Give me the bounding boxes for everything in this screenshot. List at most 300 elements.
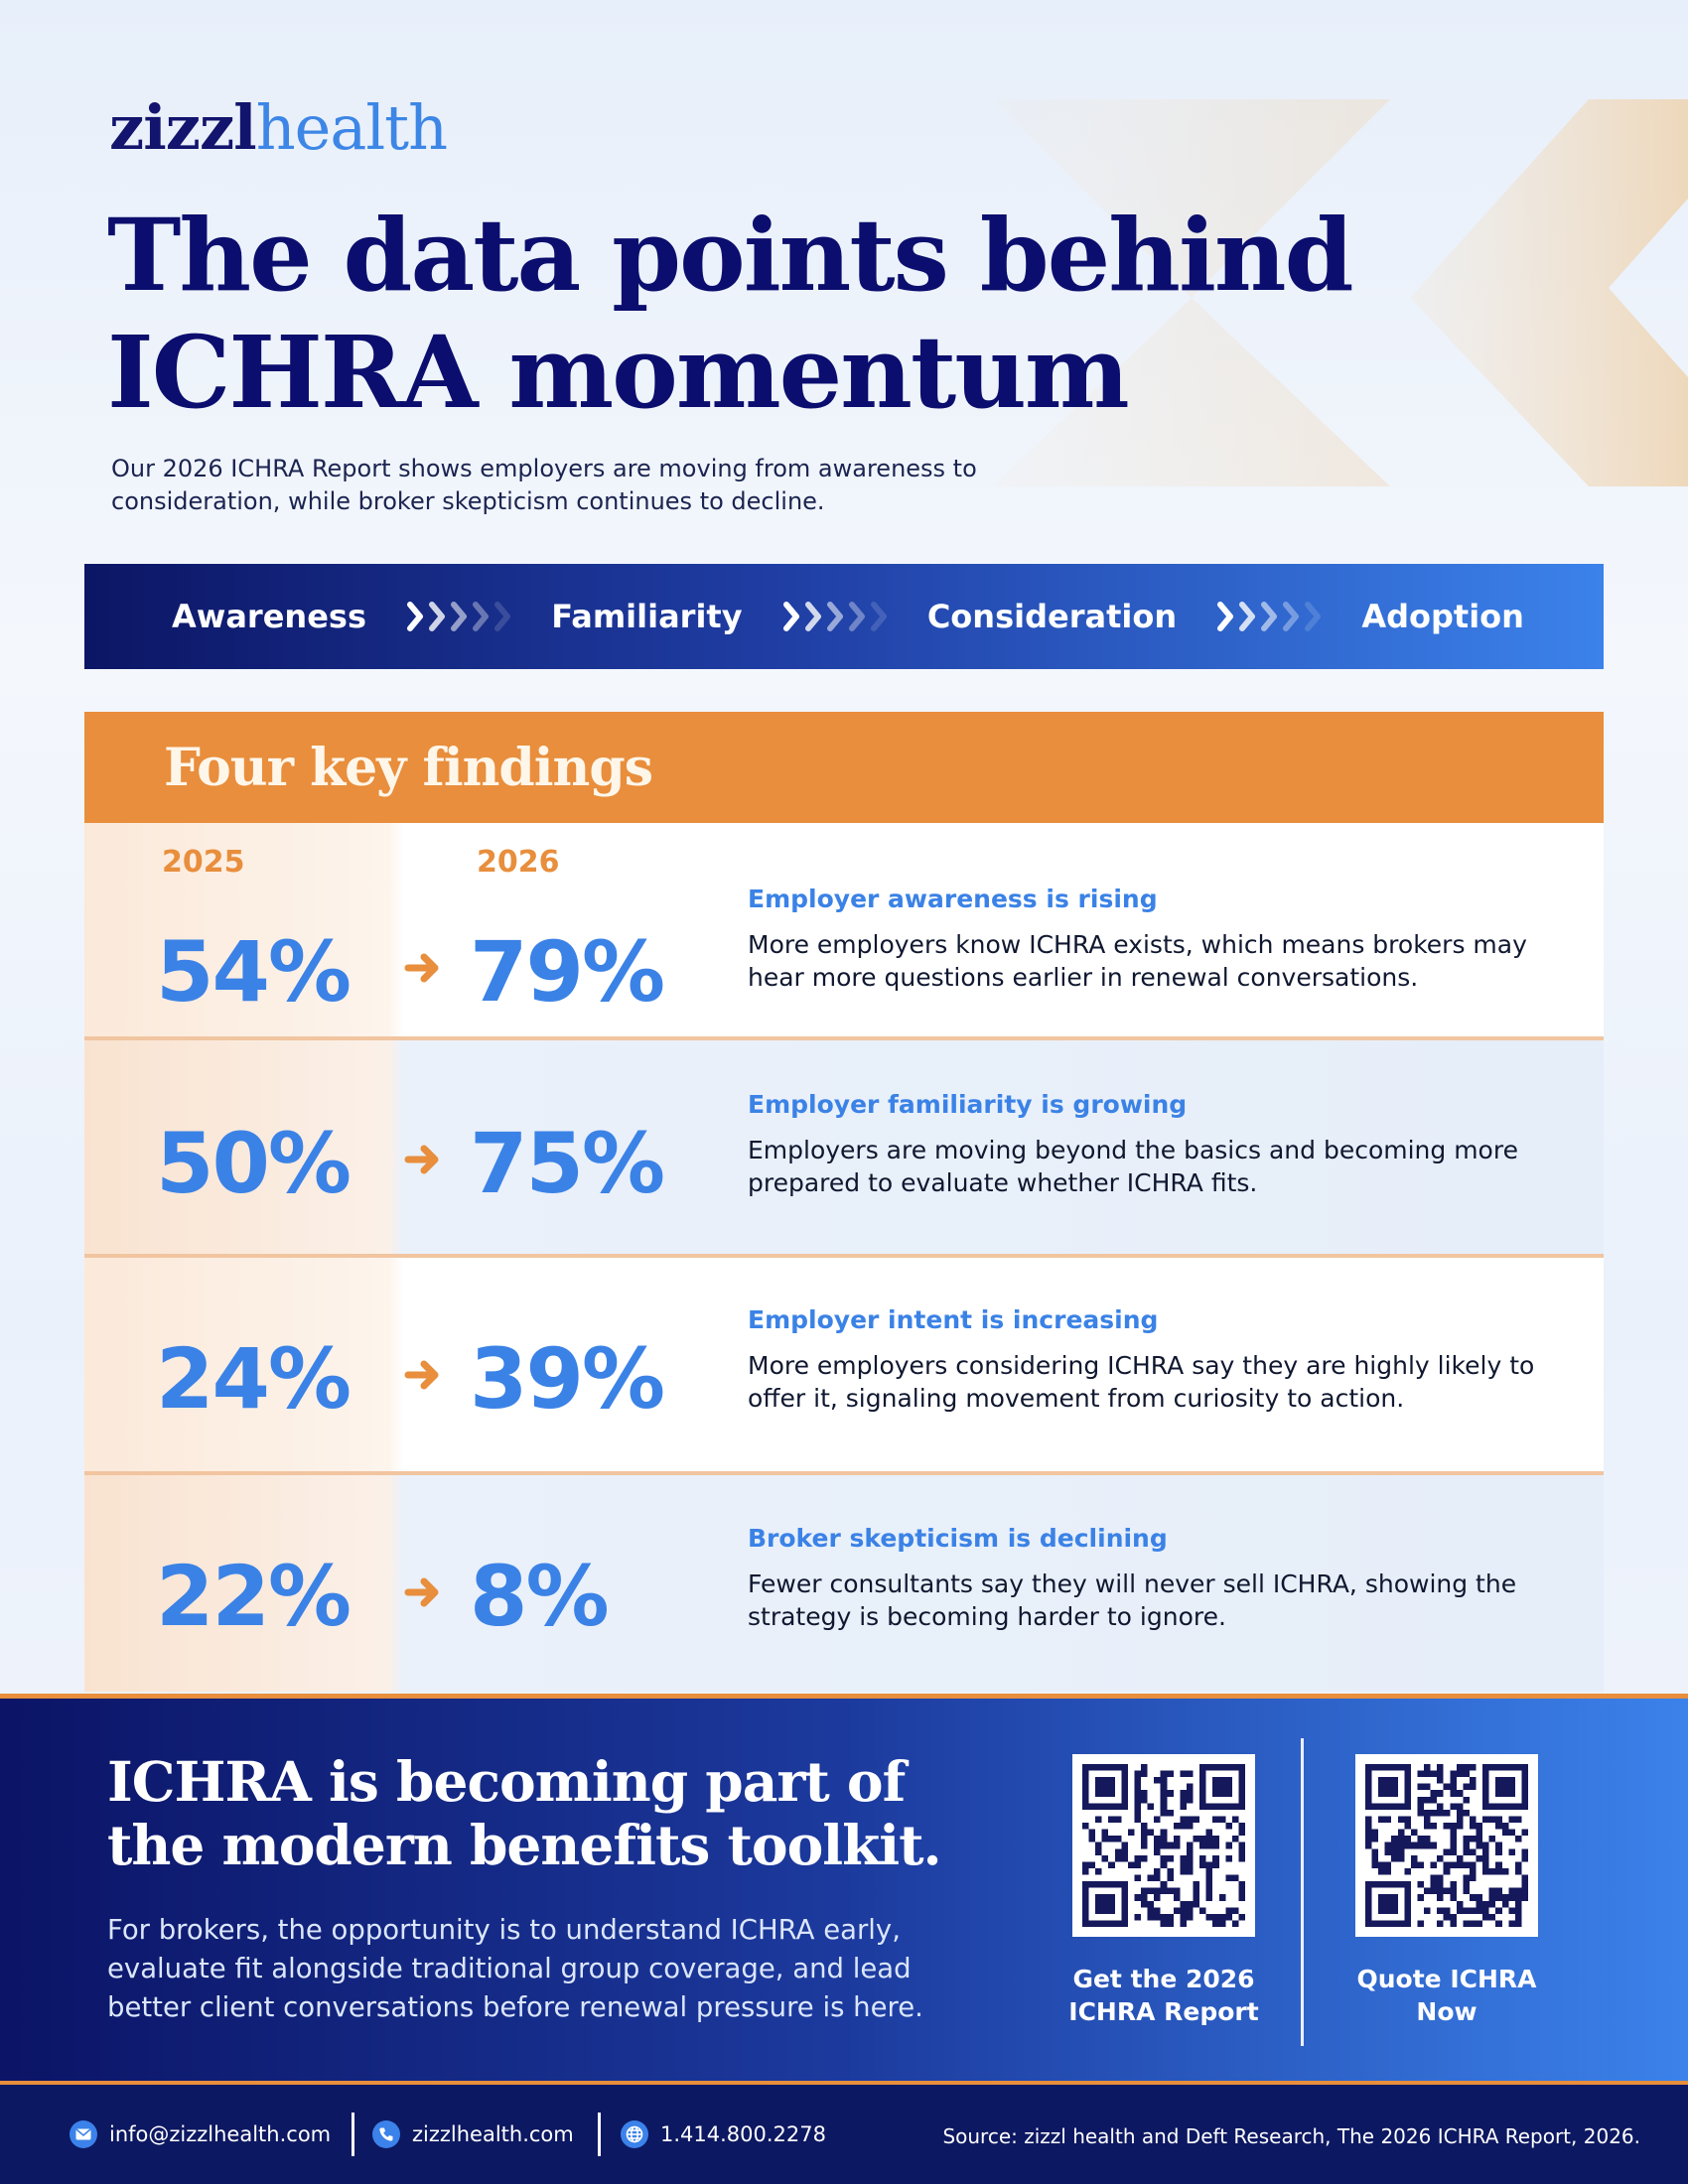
- qr-module: [1219, 1784, 1226, 1791]
- qr-module: [1115, 1848, 1122, 1855]
- phone-link[interactable]: 1.414.800.2278: [660, 2122, 826, 2146]
- qr-module: [1482, 1914, 1489, 1921]
- qr-module: [1391, 1784, 1398, 1791]
- qr-module: [1521, 1777, 1528, 1784]
- qr-module: [1391, 1777, 1398, 1784]
- qr-module: [1495, 1843, 1502, 1849]
- qr-module: [1444, 1848, 1451, 1855]
- finding-title: Employer familiarity is growing: [748, 1090, 1188, 1119]
- qr-module: [1102, 1784, 1109, 1791]
- qr-module: [1411, 1861, 1418, 1868]
- qr-module: [1141, 1843, 1148, 1849]
- qr-module: [1161, 1810, 1168, 1817]
- qr-report-label[interactable]: [1040, 1963, 1288, 2028]
- qr-module: [1385, 1848, 1392, 1855]
- qr-module: [1378, 1816, 1385, 1823]
- qr-module: [1095, 1881, 1102, 1888]
- logo-text-secondary: health: [255, 91, 447, 164]
- qr-module: [1102, 1907, 1109, 1914]
- qr-module: [1095, 1843, 1102, 1849]
- qr-module: [1199, 1843, 1206, 1849]
- qr-module: [1154, 1843, 1161, 1849]
- qr-module: [1508, 1816, 1515, 1823]
- qr-module: [1450, 1771, 1457, 1778]
- qr-module: [1121, 1848, 1128, 1855]
- qr-module: [1508, 1907, 1515, 1914]
- qr-module: [1444, 1914, 1451, 1921]
- qr-module: [1470, 1894, 1477, 1901]
- qr-module: [1417, 1881, 1424, 1888]
- qr-module: [1212, 1777, 1219, 1784]
- cta-title: [107, 1750, 1001, 1877]
- qr-module: [1404, 1803, 1411, 1810]
- qr-module: [1470, 1836, 1477, 1843]
- qr-module: [1450, 1836, 1457, 1843]
- qr-code-quote[interactable]: [1365, 1764, 1528, 1927]
- title-line-1: The data points behind: [107, 197, 1352, 314]
- qr-module: [1199, 1855, 1206, 1862]
- email-link[interactable]: info@zizzlhealth.com: [109, 2122, 332, 2146]
- qr-module: [1187, 1907, 1194, 1914]
- qr-module: [1225, 1784, 1232, 1791]
- qr-module: [1225, 1843, 1232, 1849]
- qr-module: [1391, 1790, 1398, 1797]
- qr-module: [1431, 1875, 1438, 1882]
- qr-module: [1180, 1797, 1187, 1804]
- qr-report-label-line-1[interactable]: Get the 2026: [1072, 1965, 1255, 1993]
- qr-module: [1489, 1764, 1496, 1771]
- finding-row: [84, 823, 1604, 1040]
- qr-module: [1365, 1901, 1372, 1908]
- qr-module: [1450, 1881, 1457, 1888]
- qr-module: [1108, 1816, 1115, 1823]
- qr-module: [1515, 1764, 1522, 1771]
- qr-module: [1102, 1777, 1109, 1784]
- qr-module: [1502, 1803, 1509, 1810]
- qr-module: [1463, 1875, 1470, 1882]
- qr-module: [1489, 1803, 1496, 1810]
- qr-module: [1199, 1797, 1206, 1804]
- qr-module: [1477, 1855, 1483, 1862]
- qr-module: [1108, 1803, 1115, 1810]
- qr-module: [1424, 1764, 1431, 1771]
- qr-module: [1398, 1848, 1405, 1855]
- qr-module: [1372, 1764, 1379, 1771]
- qr-module: [1232, 1920, 1239, 1927]
- qr-module: [1431, 1888, 1438, 1895]
- qr-module: [1489, 1888, 1496, 1895]
- qr-module: [1495, 1888, 1502, 1895]
- qr-module: [1134, 1803, 1141, 1810]
- qr-module: [1108, 1907, 1115, 1914]
- qr-module: [1219, 1764, 1226, 1771]
- qr-module: [1482, 1771, 1489, 1778]
- website-contact[interactable]: [621, 2120, 826, 2148]
- qr-module: [1521, 1830, 1528, 1837]
- qr-module: [1095, 1816, 1102, 1823]
- qr-module: [1232, 1875, 1239, 1882]
- qr-module: [1194, 1894, 1200, 1901]
- qr-module: [1515, 1901, 1522, 1908]
- qr-module: [1502, 1868, 1509, 1875]
- website-link[interactable]: zizzlhealth.com: [412, 2122, 574, 2146]
- qr-module: [1121, 1907, 1128, 1914]
- qr-module: [1398, 1843, 1405, 1849]
- qr-module: [1161, 1855, 1168, 1862]
- stage-awareness: Awareness: [172, 598, 366, 635]
- qr-module: [1482, 1861, 1489, 1868]
- qr-module: [1508, 1848, 1515, 1855]
- qr-module: [1431, 1823, 1438, 1830]
- qr-module: [1365, 1816, 1372, 1823]
- qr-module: [1463, 1784, 1470, 1791]
- qr-module: [1515, 1836, 1522, 1843]
- qr-module: [1121, 1797, 1128, 1804]
- qr-module: [1450, 1830, 1457, 1837]
- qr-module: [1082, 1868, 1089, 1875]
- qr-module: [1167, 1790, 1174, 1797]
- qr-module: [1225, 1855, 1232, 1862]
- qr-module: [1450, 1888, 1457, 1895]
- qr-module: [1521, 1848, 1528, 1855]
- qr-module: [1115, 1881, 1122, 1888]
- qr-module: [1212, 1855, 1219, 1862]
- qr-module: [1489, 1914, 1496, 1921]
- qr-module: [1187, 1823, 1194, 1830]
- stage-consideration: Consideration: [926, 598, 1178, 635]
- qr-module: [1154, 1914, 1161, 1921]
- arrow-right-icon: [404, 1355, 444, 1395]
- qr-module: [1082, 1907, 1089, 1914]
- qr-module: [1219, 1914, 1226, 1921]
- qr-module: [1508, 1777, 1515, 1784]
- qr-module: [1477, 1836, 1483, 1843]
- qr-module: [1225, 1777, 1232, 1784]
- qr-module: [1154, 1868, 1161, 1875]
- qr-module: [1508, 1764, 1515, 1771]
- qr-module: [1167, 1771, 1174, 1778]
- qr-module: [1398, 1830, 1405, 1837]
- qr-module: [1404, 1907, 1411, 1914]
- qr-module: [1495, 1848, 1502, 1855]
- qr-module: [1180, 1914, 1187, 1921]
- qr-module: [1206, 1881, 1213, 1888]
- qr-module: [1121, 1894, 1128, 1901]
- qr-module: [1174, 1836, 1181, 1843]
- qr-module: [1180, 1901, 1187, 1908]
- qr-module: [1180, 1868, 1187, 1875]
- qr-module: [1167, 1920, 1174, 1927]
- title-line-2: ICHRA momentum: [107, 314, 1128, 431]
- qr-module: [1515, 1861, 1522, 1868]
- qr-module: [1444, 1810, 1451, 1817]
- source-citation: Source: zizzl health and Deft Research, The 2026 ICHRA Report, 2026.: [942, 2124, 1640, 2148]
- qr-module: [1115, 1764, 1122, 1771]
- qr-module: [1437, 1790, 1444, 1797]
- qr-module: [1450, 1777, 1457, 1784]
- qr-module: [1212, 1920, 1219, 1927]
- qr-module: [1385, 1790, 1392, 1797]
- stat-to: 39%: [470, 1330, 664, 1428]
- qr-module: [1372, 1803, 1379, 1810]
- qr-module: [1102, 1764, 1109, 1771]
- qr-module: [1082, 1901, 1089, 1908]
- qr-module: [1417, 1861, 1424, 1868]
- qr-module: [1194, 1888, 1200, 1895]
- finding-description: More employers know ICHRA exists, which means brokers may hear more questions earlier in renewal conversations.: [748, 930, 1527, 992]
- qr-module: [1417, 1810, 1424, 1817]
- qr-module: [1161, 1803, 1168, 1810]
- qr-module: [1521, 1803, 1528, 1810]
- qr-module: [1515, 1888, 1522, 1895]
- qr-module: [1477, 1920, 1483, 1927]
- qr-module: [1424, 1823, 1431, 1830]
- qr-module: [1174, 1823, 1181, 1830]
- qr-module: [1161, 1797, 1168, 1804]
- qr-module: [1417, 1784, 1424, 1791]
- qr-module: [1431, 1797, 1438, 1804]
- qr-module: [1365, 1843, 1372, 1849]
- qr-module: [1404, 1868, 1411, 1875]
- qr-module: [1180, 1920, 1187, 1927]
- cta-title-line-2: the modern benefits toolkit.: [107, 1813, 941, 1877]
- qr-module: [1225, 1914, 1232, 1921]
- qr-module: [1082, 1920, 1089, 1927]
- qr-module: [1134, 1790, 1141, 1797]
- qr-module: [1115, 1855, 1122, 1862]
- qr-module: [1089, 1830, 1096, 1837]
- qr-module: [1398, 1764, 1405, 1771]
- findings-header: [84, 712, 1604, 823]
- qr-module: [1404, 1894, 1411, 1901]
- qr-module: [1102, 1836, 1109, 1843]
- qr-module: [1095, 1848, 1102, 1855]
- phone-contact[interactable]: [372, 2120, 574, 2148]
- qr-module: [1398, 1855, 1405, 1862]
- qr-module: [1431, 1771, 1438, 1778]
- qr-module: [1482, 1901, 1489, 1908]
- qr-module: [1482, 1784, 1489, 1791]
- qr-module: [1108, 1790, 1115, 1797]
- qr-module: [1154, 1816, 1161, 1823]
- qr-module: [1521, 1790, 1528, 1797]
- qr-module: [1108, 1784, 1115, 1791]
- qr-module: [1134, 1797, 1141, 1804]
- qr-module: [1121, 1901, 1128, 1908]
- finding-row: [84, 1258, 1604, 1475]
- qr-module: [1174, 1907, 1181, 1914]
- qr-module: [1450, 1843, 1457, 1849]
- qr-module: [1187, 1914, 1194, 1921]
- qr-module: [1437, 1875, 1444, 1882]
- email-contact[interactable]: [70, 2120, 331, 2148]
- brand-logo: [109, 91, 447, 164]
- qr-module: [1238, 1764, 1245, 1771]
- finding-title: Employer awareness is rising: [748, 885, 1158, 913]
- qr-module: [1444, 1861, 1451, 1868]
- qr-module: [1385, 1901, 1392, 1908]
- qr-module: [1199, 1771, 1206, 1778]
- qr-module: [1521, 1784, 1528, 1791]
- qr-module: [1372, 1861, 1379, 1868]
- qr-module: [1180, 1816, 1187, 1823]
- qr-module: [1404, 1823, 1411, 1830]
- qr-module: [1391, 1836, 1398, 1843]
- qr-quote-label[interactable]: [1323, 1963, 1571, 2028]
- qr-module: [1134, 1810, 1141, 1817]
- qr-module: [1437, 1855, 1444, 1862]
- qr-module: [1082, 1881, 1089, 1888]
- qr-module: [1365, 1914, 1372, 1921]
- qr-module: [1502, 1823, 1509, 1830]
- qr-module: [1089, 1803, 1096, 1810]
- qr-module: [1225, 1823, 1232, 1830]
- qr-module: [1482, 1848, 1489, 1855]
- qr-module: [1219, 1777, 1226, 1784]
- qr-module: [1385, 1920, 1392, 1927]
- qr-module: [1431, 1810, 1438, 1817]
- qr-module: [1206, 1875, 1213, 1882]
- qr-module: [1148, 1888, 1155, 1895]
- qr-module: [1219, 1894, 1226, 1901]
- qr-module: [1489, 1894, 1496, 1901]
- qr-module: [1174, 1888, 1181, 1895]
- qr-module: [1365, 1784, 1372, 1791]
- qr-module: [1521, 1875, 1528, 1882]
- qr-module: [1095, 1907, 1102, 1914]
- qr-module: [1187, 1797, 1194, 1804]
- qr-module: [1121, 1790, 1128, 1797]
- qr-module: [1372, 1920, 1379, 1927]
- qr-module: [1450, 1784, 1457, 1791]
- qr-module: [1495, 1868, 1502, 1875]
- qr-module: [1470, 1816, 1477, 1823]
- qr-module: [1437, 1888, 1444, 1895]
- qr-module: [1372, 1881, 1379, 1888]
- qr-module: [1238, 1914, 1245, 1921]
- qr-module: [1095, 1784, 1102, 1791]
- qr-code-icon[interactable]: [1072, 1754, 1255, 1937]
- qr-module: [1238, 1823, 1245, 1830]
- qr-module: [1424, 1816, 1431, 1823]
- qr-module: [1167, 1888, 1174, 1895]
- qr-code-icon[interactable]: [1355, 1754, 1538, 1937]
- qr-module: [1450, 1803, 1457, 1810]
- qr-module: [1417, 1797, 1424, 1804]
- arrow-right-icon: [404, 948, 444, 988]
- qr-module: [1199, 1803, 1206, 1810]
- qr-module: [1161, 1888, 1168, 1895]
- qr-module: [1134, 1914, 1141, 1921]
- arrow-right-icon: [404, 1572, 444, 1612]
- arrow-right-icon: [404, 1140, 444, 1179]
- year-from-label: 2025: [162, 845, 245, 880]
- qr-module: [1411, 1855, 1418, 1862]
- qr-quote-label-line-1[interactable]: Quote ICHRA: [1356, 1965, 1537, 1993]
- qr-module: [1477, 1907, 1483, 1914]
- qr-module: [1424, 1888, 1431, 1895]
- qr-report-label-line-2[interactable]: ICHRA Report: [1068, 1997, 1259, 2026]
- qr-module: [1225, 1907, 1232, 1914]
- qr-module: [1148, 1901, 1155, 1908]
- qr-module: [1424, 1771, 1431, 1778]
- qr-module: [1385, 1764, 1392, 1771]
- qr-module: [1225, 1790, 1232, 1797]
- qr-module: [1121, 1843, 1128, 1849]
- qr-module: [1482, 1803, 1489, 1810]
- qr-module: [1470, 1823, 1477, 1830]
- qr-module: [1508, 1830, 1515, 1837]
- qr-module: [1167, 1855, 1174, 1862]
- qr-module: [1187, 1771, 1194, 1778]
- qr-quote-label-line-2[interactable]: Now: [1416, 1997, 1477, 2026]
- qr-module: [1508, 1790, 1515, 1797]
- qr-module: [1404, 1914, 1411, 1921]
- qr-module: [1404, 1790, 1411, 1797]
- qr-module: [1372, 1830, 1379, 1837]
- qr-module: [1437, 1920, 1444, 1927]
- qr-module: [1444, 1868, 1451, 1875]
- qr-module: [1482, 1777, 1489, 1784]
- qr-module: [1128, 1830, 1135, 1837]
- qr-module: [1095, 1894, 1102, 1901]
- qr-module: [1121, 1764, 1128, 1771]
- qr-module: [1502, 1790, 1509, 1797]
- qr-module: [1134, 1861, 1141, 1868]
- qr-module: [1437, 1764, 1444, 1771]
- qr-module: [1102, 1881, 1109, 1888]
- qr-report[interactable]: [1040, 1754, 1288, 2028]
- qr-module: [1180, 1855, 1187, 1862]
- qr-module: [1141, 1855, 1148, 1862]
- qr-module: [1108, 1881, 1115, 1888]
- qr-module: [1521, 1888, 1528, 1895]
- qr-module: [1398, 1881, 1405, 1888]
- page-title: [107, 197, 1398, 431]
- qr-code-report[interactable]: [1082, 1764, 1245, 1927]
- chevron-icon: [1214, 600, 1324, 633]
- qr-module: [1450, 1823, 1457, 1830]
- qr-module: [1391, 1901, 1398, 1908]
- qr-module: [1148, 1830, 1155, 1837]
- qr-quote[interactable]: [1323, 1754, 1571, 2028]
- qr-module: [1167, 1868, 1174, 1875]
- qr-module: [1463, 1836, 1470, 1843]
- qr-module: [1121, 1881, 1128, 1888]
- qr-module: [1457, 1771, 1464, 1778]
- qr-module: [1115, 1816, 1122, 1823]
- qr-module: [1365, 1764, 1372, 1771]
- qr-module: [1187, 1816, 1194, 1823]
- qr-module: [1378, 1764, 1385, 1771]
- qr-module: [1450, 1790, 1457, 1797]
- qr-module: [1148, 1907, 1155, 1914]
- qr-module: [1212, 1803, 1219, 1810]
- qr-module: [1495, 1907, 1502, 1914]
- qr-module: [1365, 1907, 1372, 1914]
- qr-module: [1161, 1861, 1168, 1868]
- qr-module: [1502, 1777, 1509, 1784]
- cta-title-line-1: ICHRA is becoming part of: [107, 1749, 906, 1814]
- qr-module: [1194, 1881, 1200, 1888]
- qr-module: [1206, 1914, 1213, 1921]
- qr-module: [1232, 1836, 1239, 1843]
- qr-module: [1515, 1920, 1522, 1927]
- qr-module: [1108, 1836, 1115, 1843]
- qr-module: [1095, 1803, 1102, 1810]
- qr-module: [1515, 1894, 1522, 1901]
- qr-module: [1463, 1810, 1470, 1817]
